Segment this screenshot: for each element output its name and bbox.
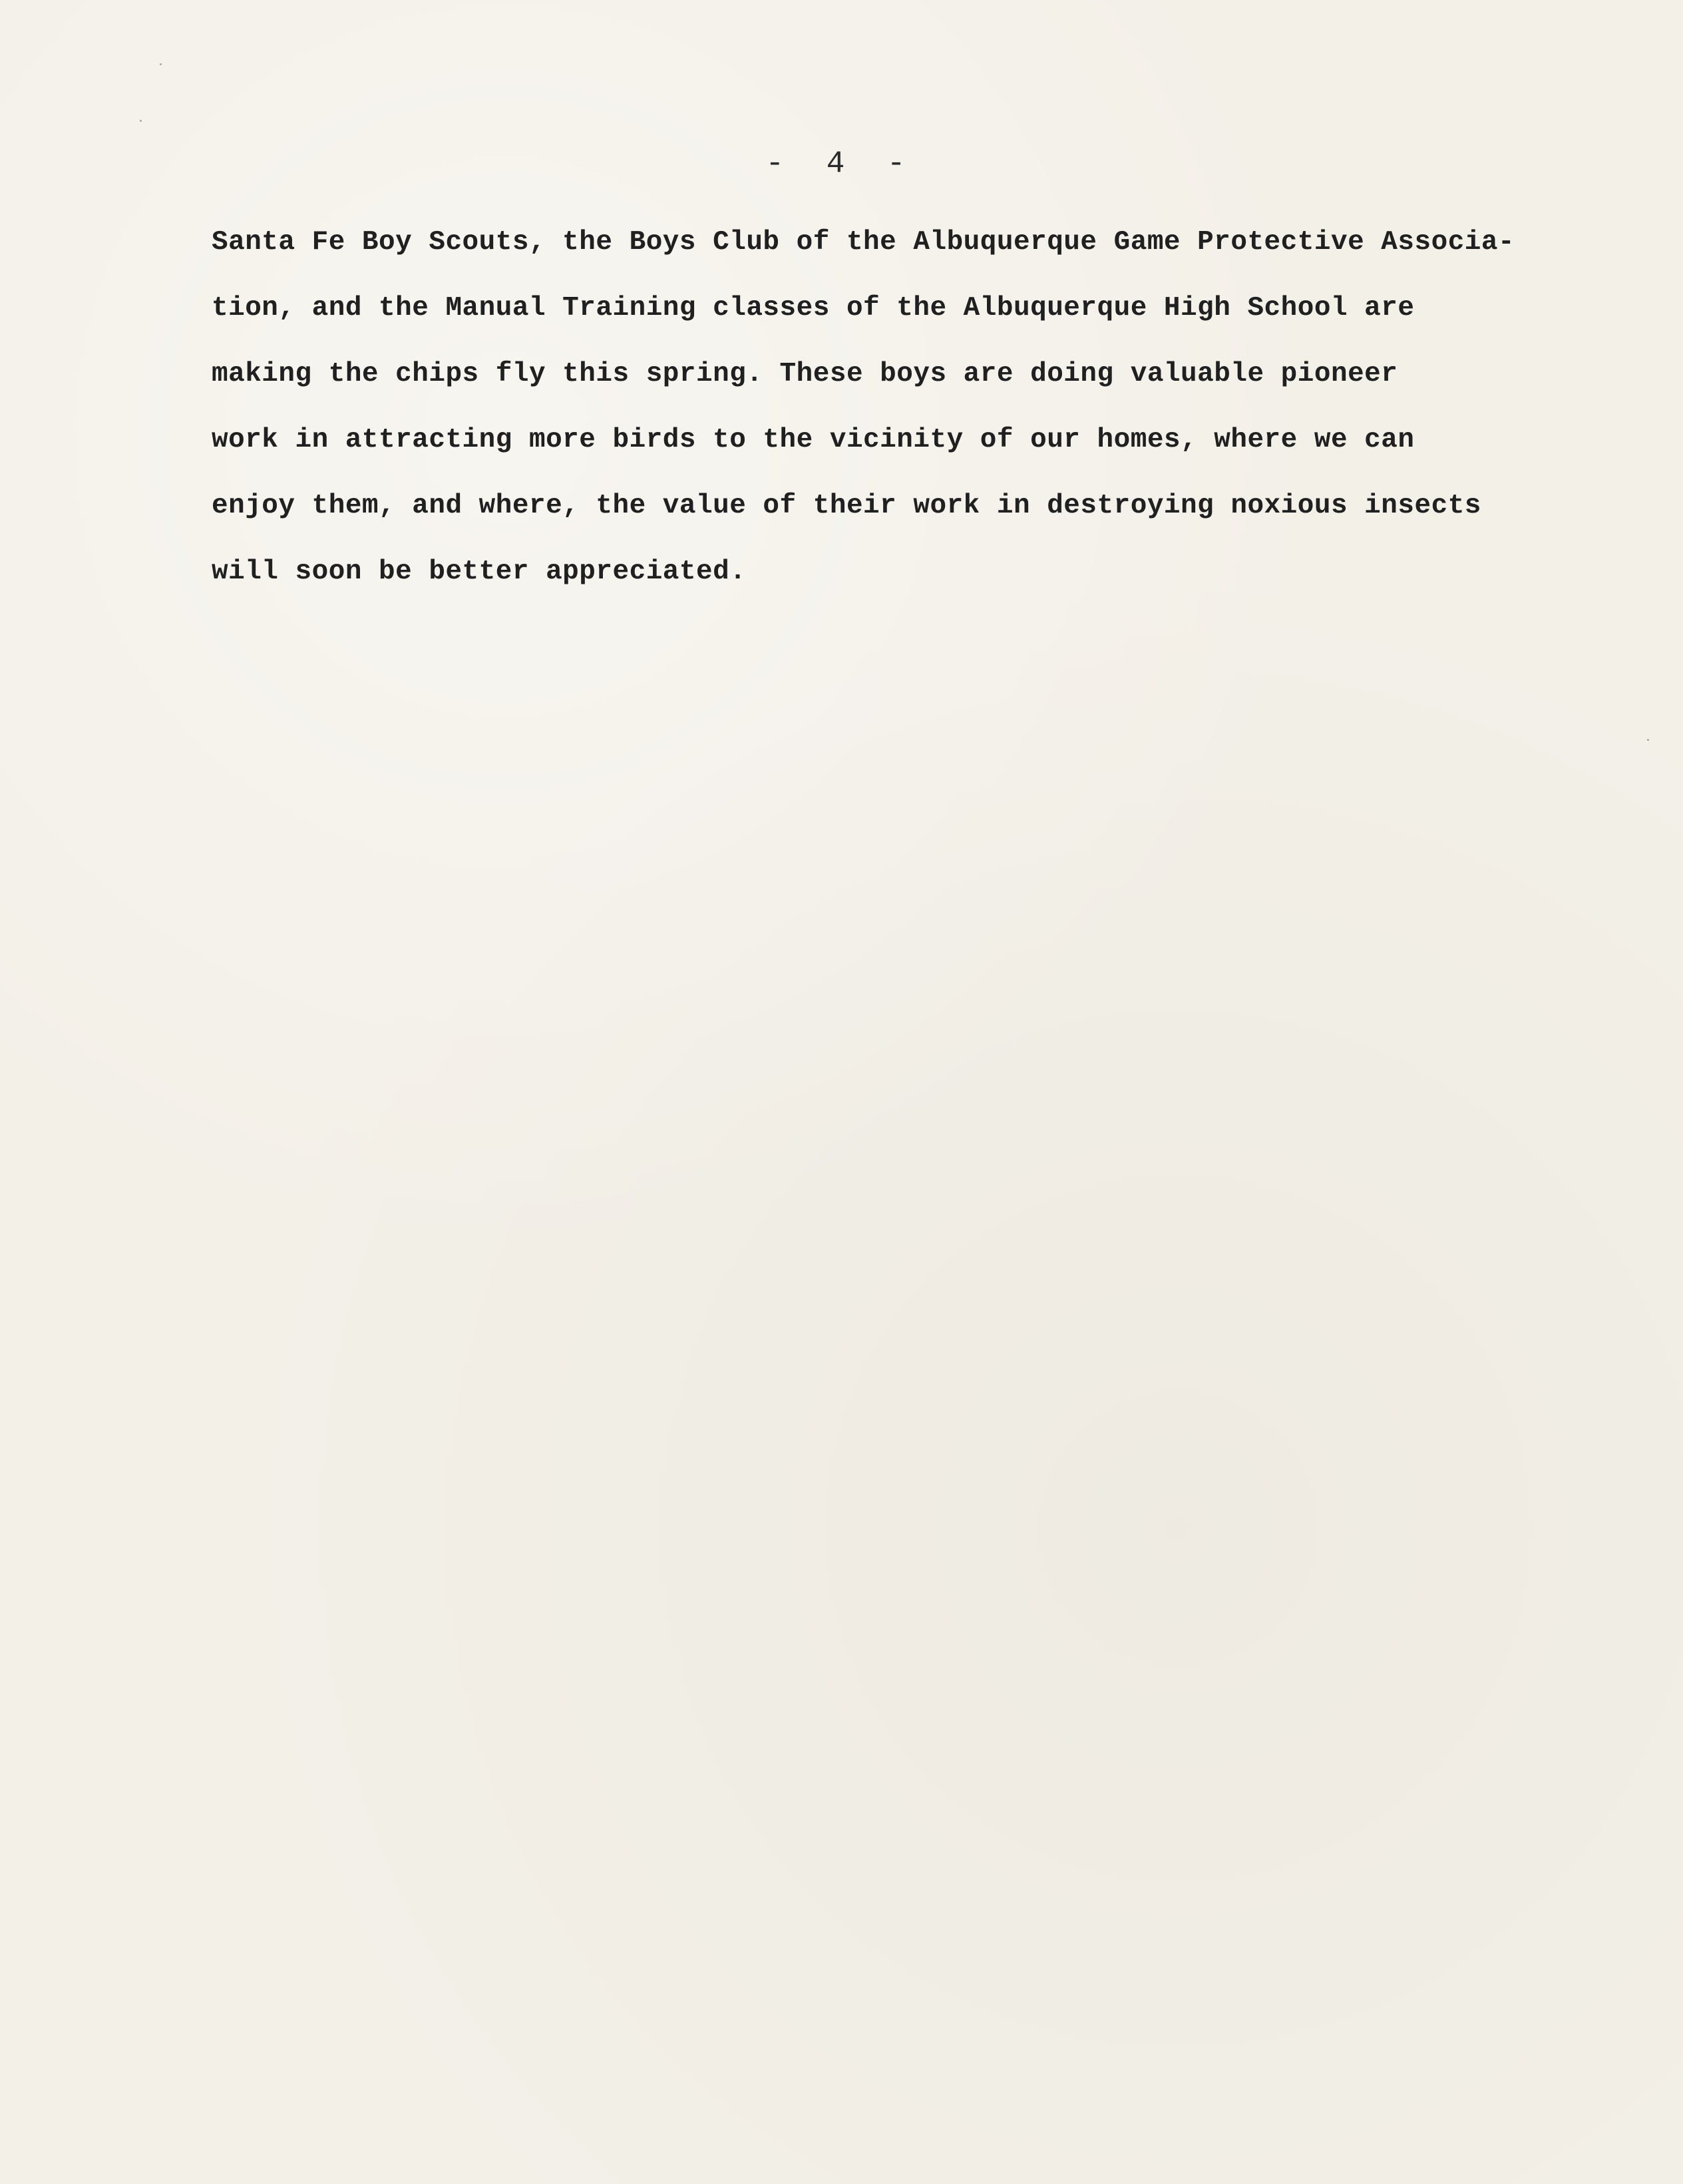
text-line: tion, and the Manual Training classes of the Albuquerque High School are [212,293,1415,324]
text-line: Santa Fe Boy Scouts, the Boys Club of the Albuquerque Game Protective Associa- [212,227,1515,258]
page-number: - 4 - [765,146,918,181]
document-body [212,210,1529,605]
paper-speck [160,63,162,65]
text-line: will soon be better appreciated. [212,556,747,587]
text-line: enjoy them, and where, the value of their work in destroying noxious insects [212,491,1481,521]
text-line: work in attracting more birds to the vicinity of our homes, where we can [212,425,1415,455]
text-line: making the chips fly this spring. These boys are doing valuable pioneer [212,359,1398,389]
paper-speck [140,120,142,122]
paper-speck [1647,739,1649,741]
